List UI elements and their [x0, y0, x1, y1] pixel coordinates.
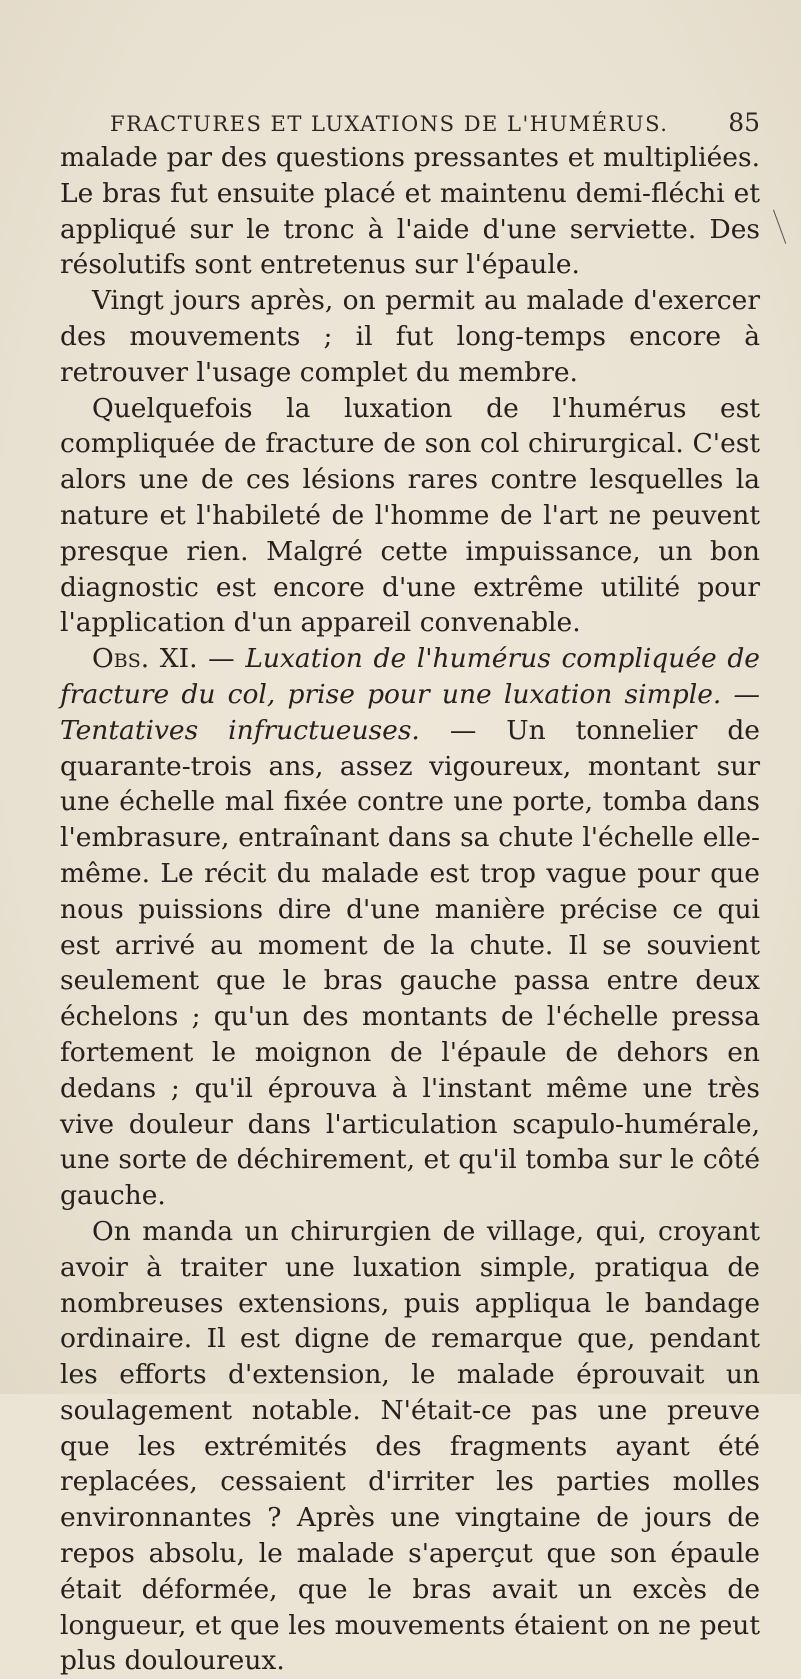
observation-label: Obs. XI. — [92, 643, 235, 675]
margin-mark [773, 210, 786, 244]
observation-title: Luxation de l'humérus compliquée de fracture du col, prise pour une luxation simple. — Tentatives infructueuses. [60, 643, 760, 746]
paragraph-1: malade par des questions pressantes et multipliées. Le bras fut ensuite placé et maintenu demi-fléchi et appliqué sur le tronc à l'aide d'une serviette. Des résolutifs sont entretenus sur l'épaule. [60, 142, 760, 281]
running-title: FRACTURES ET LUXATIONS DE L'HUMÉRUS. [110, 112, 669, 136]
paragraph-3: Quelquefois la luxation de l'humérus est compliquée de fracture de son col chirurgical. C'est alors une de ces lésions rares contre lesquelles la nature et l'habileté de l'homme de l'art ne peuvent presque rien. Malgré cette impuissance, un bon diagnostic est encore d'une extrême utilité pour l'application d'un appareil convenable. [60, 392, 760, 639]
page-number: 85 [728, 108, 760, 137]
paragraph-5: On manda un chirurgien de village, qui, croyant avoir à traiter une luxation simple, pratiqua de nombreuses extensions, puis appliqua le bandage ordinaire. Il est digne de remarque que, pendant les efforts d'extension, le malade éprouvait un soulagement notable. N'était-ce pas une preuve que les extrémités des fragments ayant été replacées, cessaient d'irriter les parties molles environnantes ? Après une vingtaine de jours de repos absolu, le malade s'aperçut que son épaule était déformée, que le bras avait un excès de longueur, et que les mouvements étaient on ne peut plus douloureux. [60, 1215, 760, 1677]
body-text [60, 140, 760, 1679]
page-header [60, 102, 760, 142]
paragraph-2: Vingt jours après, on permit au malade d'exercer des mouvements ; il fut long-temps encore à retrouver l'usage complet du membre. [60, 285, 760, 388]
observation-text: — Un tonnelier de quarante-trois ans, assez vigoureux, montant sur une échelle mal fixée contre une porte, tomba dans l'embrasure, entraînant dans sa chute l'échelle elle-même. Le récit du malade est trop vague pour que nous puissions dire d'une manière précise ce qui est arrivé au moment de la chute. Il se souvient seulement que le bras gauche passa entre deux échelons ; qu'un des montants de l'échelle pressa fortement le moignon de l'épaule de dehors en dedans ; qu'il éprouva à l'instant même une très vive douleur dans l'articulation scapulo-humérale, une sorte de déchirement, et qu'il tomba sur le côté gauche. [60, 714, 760, 1212]
paragraph-observation [60, 641, 760, 1214]
